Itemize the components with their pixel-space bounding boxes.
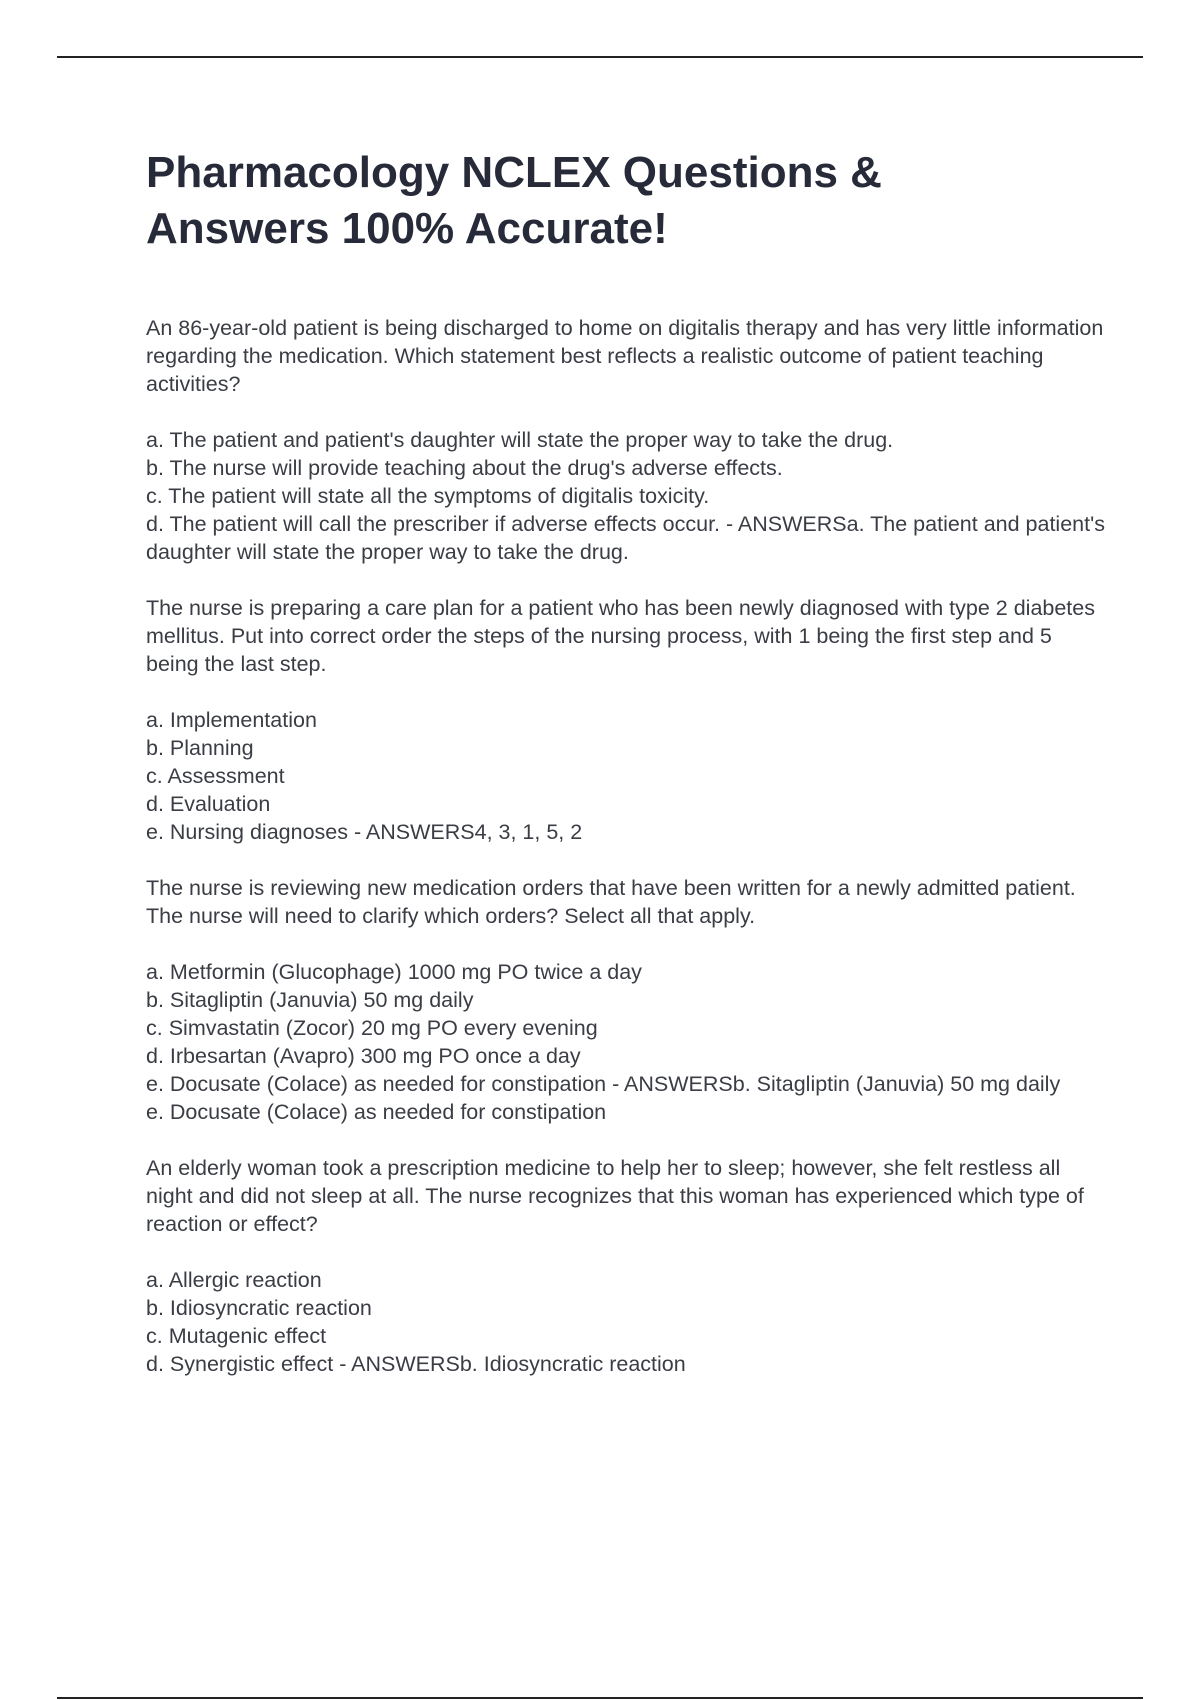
answer-option: c. Mutagenic effect (146, 1324, 327, 1348)
answer-option: c. Simvastatin (Zocor) 20 mg PO every evening (146, 1016, 598, 1040)
question-block (146, 1154, 1106, 1378)
answer-option: b. Sitagliptin (Januvia) 50 mg daily (146, 988, 474, 1012)
question-block (146, 594, 1106, 846)
answer-option: d. Irbesartan (Avapro) 300 mg PO once a day (146, 1044, 581, 1068)
question-block (146, 314, 1106, 566)
answer-option: a. Implementation (146, 708, 317, 732)
question-text: The nurse is reviewing new medication orders that have been written for a newly admitted patient. The nurse will need to clarify which orders? Select all that apply. (146, 876, 1076, 928)
title-line-1: Pharmacology NCLEX Questions & (146, 148, 882, 197)
answer-option: b. Idiosyncratic reaction (146, 1296, 372, 1320)
answer-option: a. Metformin (Glucophage) 1000 mg PO twice a day (146, 960, 642, 984)
question-text: The nurse is preparing a care plan for a patient who has been newly diagnosed with type 2 diabetes mellitus. Put into correct order the steps of the nursing process, with 1 being the first step and 5 being the last step. (146, 596, 1095, 676)
answer-option: c. The patient will state all the symptoms of digitalis toxicity. (146, 484, 710, 508)
answer-option: a. The patient and patient's daughter will state the proper way to take the drug. (146, 428, 894, 452)
answer-option: e. Docusate (Colace) as needed for constipation (146, 1100, 607, 1124)
question-text: An elderly woman took a prescription medicine to help her to sleep; however, she felt restless all night and did not sleep at all. The nurse recognizes that this woman has experienced which type of reaction or effect? (146, 1156, 1084, 1236)
answer-option: d. Evaluation (146, 792, 271, 816)
answer-option: a. Allergic reaction (146, 1268, 322, 1292)
bottom-rule (57, 1697, 1143, 1699)
answer-option: d. The patient will call the prescriber if adverse effects occur. - ANSWERSa. The patient and patient's daughter will state the proper way to take the drug. (146, 512, 1105, 564)
answer-option: c. Assessment (146, 764, 285, 788)
question-block (146, 874, 1106, 1126)
answer-option: d. Synergistic effect - ANSWERSb. Idiosyncratic reaction (146, 1352, 686, 1376)
answer-option: e. Docusate (Colace) as needed for constipation - ANSWERSb. Sitagliptin (Januvia) 50 mg daily (146, 1072, 1061, 1096)
answer-option: b. The nurse will provide teaching about the drug's adverse effects. (146, 456, 783, 480)
title-line-2: Answers 100% Accurate! (146, 204, 668, 253)
page-title (146, 145, 1106, 257)
top-rule (57, 56, 1143, 58)
question-list (146, 314, 1106, 1378)
document-page (146, 145, 1106, 1406)
answer-option: b. Planning (146, 736, 254, 760)
question-text: An 86-year-old patient is being discharged to home on digitalis therapy and has very little information regarding the medication. Which statement best reflects a realistic outcome of patient teaching activities? (146, 316, 1104, 396)
answer-option: e. Nursing diagnoses - ANSWERS4, 3, 1, 5, 2 (146, 820, 583, 844)
